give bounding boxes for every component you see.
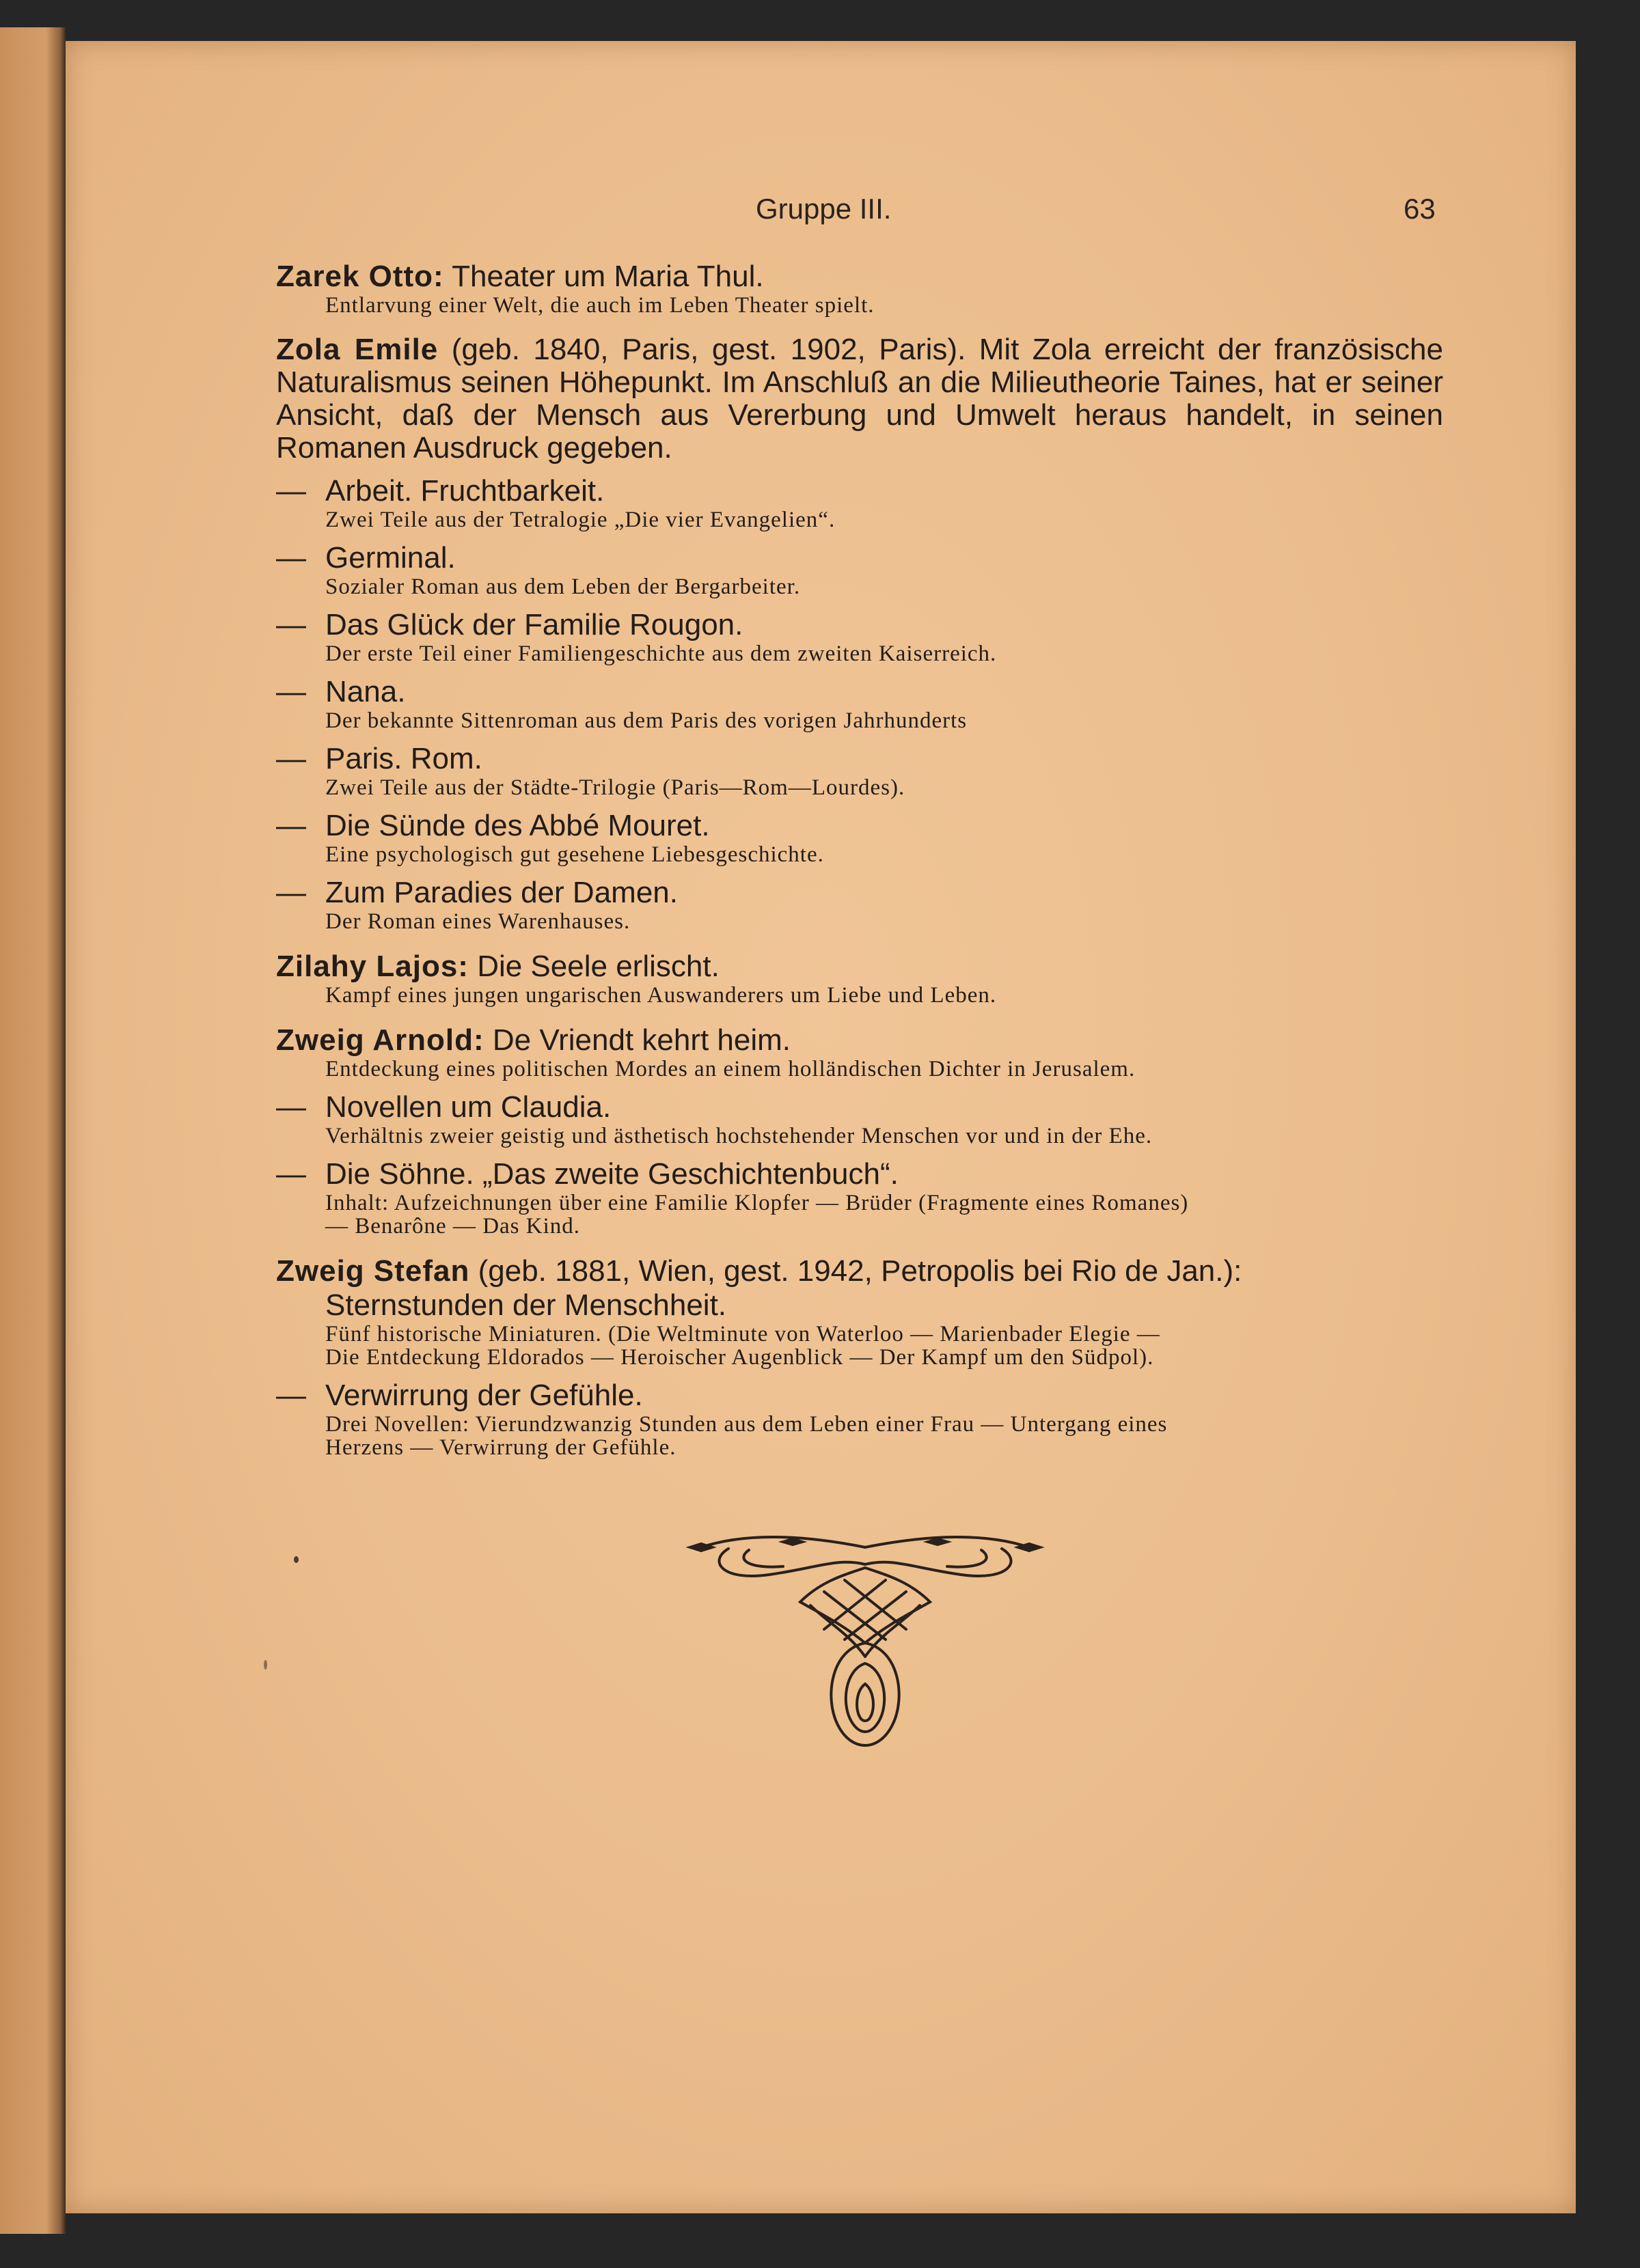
work-title: De Vriendt kehrt heim. (492, 1023, 791, 1057)
work-title: Germinal. (325, 541, 456, 575)
author-bio (276, 333, 1443, 465)
work-title: Die Söhne. „Das zweite Geschichtenbuch“. (325, 1157, 899, 1191)
ditto-dash: — (276, 1379, 306, 1412)
work-description: Die Entdeckung Eldorados — Heroischer Augenblick — Der Kampf um den Südpol). (325, 1345, 1154, 1370)
entry-heading (276, 742, 1443, 776)
work-description: Kampf eines jungen ungarischen Auswanderers um Liebe und Leben. (325, 983, 997, 1008)
work-description: Fünf historische Miniaturen. (Die Weltminute von Waterloo — Marienbader Elegie — (325, 1322, 1160, 1346)
entry-work (276, 742, 1443, 799)
paper-speck (294, 1556, 299, 1563)
page-number: 63 (1404, 193, 1436, 225)
work-description: Drei Novellen: Vierundzwanzig Stunden aus dem Leben einer Frau — Untergang eines (325, 1412, 1168, 1437)
entry-author (276, 333, 1443, 465)
entry-work (276, 1379, 1443, 1459)
work-description: Der bekannte Sittenroman aus dem Paris des vorigen Jahrhunderts (325, 708, 968, 733)
entry-heading (276, 1379, 1443, 1413)
entry-work (276, 474, 1443, 531)
entry-work (276, 1090, 1443, 1148)
author-name: Zilahy Lajos: (276, 950, 469, 983)
entry-work (276, 675, 1443, 732)
work-description: Entdeckung eines politischen Mordes an einem holländischen Dichter in Jerusalem. (325, 1057, 1136, 1081)
bio-text: (geb. 1840, Paris, gest. 1902, Paris). Mit Zola erreicht der französische Naturalismus seinen Höhepunkt. Im Anschluß an die Milieutheorie Taines, hat er seiner Ansicht, daß der Mensch aus Vererbung und Umwelt heraus handelt, in seinen Romanen Ausdruck gegeben. (276, 333, 1443, 465)
work-title: Nana. (325, 675, 406, 708)
ditto-dash: — (276, 541, 306, 575)
work-description: Herzens — Verwirrung der Gefühle. (325, 1435, 676, 1460)
flourish-ornament-icon (681, 1527, 1050, 1759)
entry-author (276, 260, 1443, 317)
entry-heading (276, 876, 1443, 910)
author-name: Zola Emile (276, 333, 439, 366)
work-title: Theater um Maria Thul. (452, 260, 764, 293)
work-title: Verwirrung der Gefühle. (325, 1379, 643, 1412)
bibliography-entries (276, 260, 1443, 1459)
work-description: Der erste Teil einer Familiengeschichte aus dem zweiten Kaiserreich. (325, 641, 997, 666)
work-title: Novellen um Claudia. (325, 1090, 612, 1124)
ditto-dash: — (276, 608, 306, 641)
entry-heading (276, 1157, 1443, 1191)
author-name: Zweig Arnold: (276, 1023, 484, 1057)
work-description: Der Roman eines Warenhauses. (325, 909, 631, 934)
entry-author (276, 1254, 1443, 1369)
bio-text: (geb. 1881, Wien, gest. 1942, Petropolis bei Rio de Jan.): (478, 1254, 1242, 1288)
entry-work (276, 541, 1443, 598)
entry-work (276, 876, 1443, 933)
work-title: Sternstunden der Menschheit. (325, 1288, 727, 1322)
work-title: Arbeit. Fruchtbarkeit. (325, 474, 605, 508)
work-description: Zwei Teile aus der Tetralogie „Die vier Evangelien“. (325, 508, 836, 532)
ditto-dash: — (276, 1157, 306, 1191)
author-name: Zweig Stefan (276, 1254, 470, 1288)
entry-heading (276, 1023, 1443, 1057)
book-page (66, 41, 1576, 2213)
entry-heading (276, 1254, 1443, 1288)
entry-author (276, 950, 1443, 1007)
ditto-dash: — (276, 876, 306, 909)
work-description: Entlarvung einer Welt, die auch im Leben Theater spielt. (325, 293, 875, 318)
work-title: Zum Paradies der Damen. (325, 876, 678, 909)
work-description: Zwei Teile aus der Städte-Trilogie (Paris—Rom—Lourdes). (325, 775, 905, 800)
entry-heading (276, 474, 1443, 508)
work-description: Sozialer Roman aus dem Leben der Bergarbeiter. (325, 575, 801, 599)
work-description: Inhalt: Aufzeichnungen über eine Familie Klopfer — Brüder (Fragmente eines Romanes) (325, 1191, 1189, 1215)
work-title: Das Glück der Familie Rougon. (325, 608, 743, 641)
entry-heading (276, 260, 1443, 294)
work-title: Die Seele erlischt. (477, 950, 720, 983)
work-title: Die Sünde des Abbé Mouret. (325, 809, 710, 842)
work-title: Paris. Rom. (325, 742, 482, 775)
entry-work (276, 809, 1443, 866)
ditto-dash: — (276, 1090, 306, 1124)
ditto-dash: — (276, 675, 306, 708)
running-head-title: Gruppe III. (756, 193, 892, 225)
entry-heading (276, 809, 1443, 843)
ditto-dash: — (276, 809, 306, 842)
work-description: — Benarône — Das Kind. (325, 1214, 581, 1239)
paper-speck (264, 1660, 267, 1670)
ditto-dash: — (276, 474, 306, 508)
entry-heading (276, 1090, 1443, 1124)
entry-author (276, 1023, 1443, 1081)
work-description: Eine psychologisch gut gesehene Liebesgeschichte. (325, 842, 824, 867)
author-name: Zarek Otto: (276, 260, 444, 293)
entry-heading (276, 541, 1443, 575)
entry-heading (276, 675, 1443, 709)
work-description: Verhältnis zweier geistig und ästhetisch hochstehender Menschen vor und in der Ehe. (325, 1124, 1153, 1148)
entry-work (276, 608, 1443, 665)
entry-heading (276, 950, 1443, 984)
left-page-edge (0, 27, 66, 2234)
entry-work (276, 1157, 1443, 1238)
entry-heading (276, 608, 1443, 642)
ditto-dash: — (276, 742, 306, 775)
